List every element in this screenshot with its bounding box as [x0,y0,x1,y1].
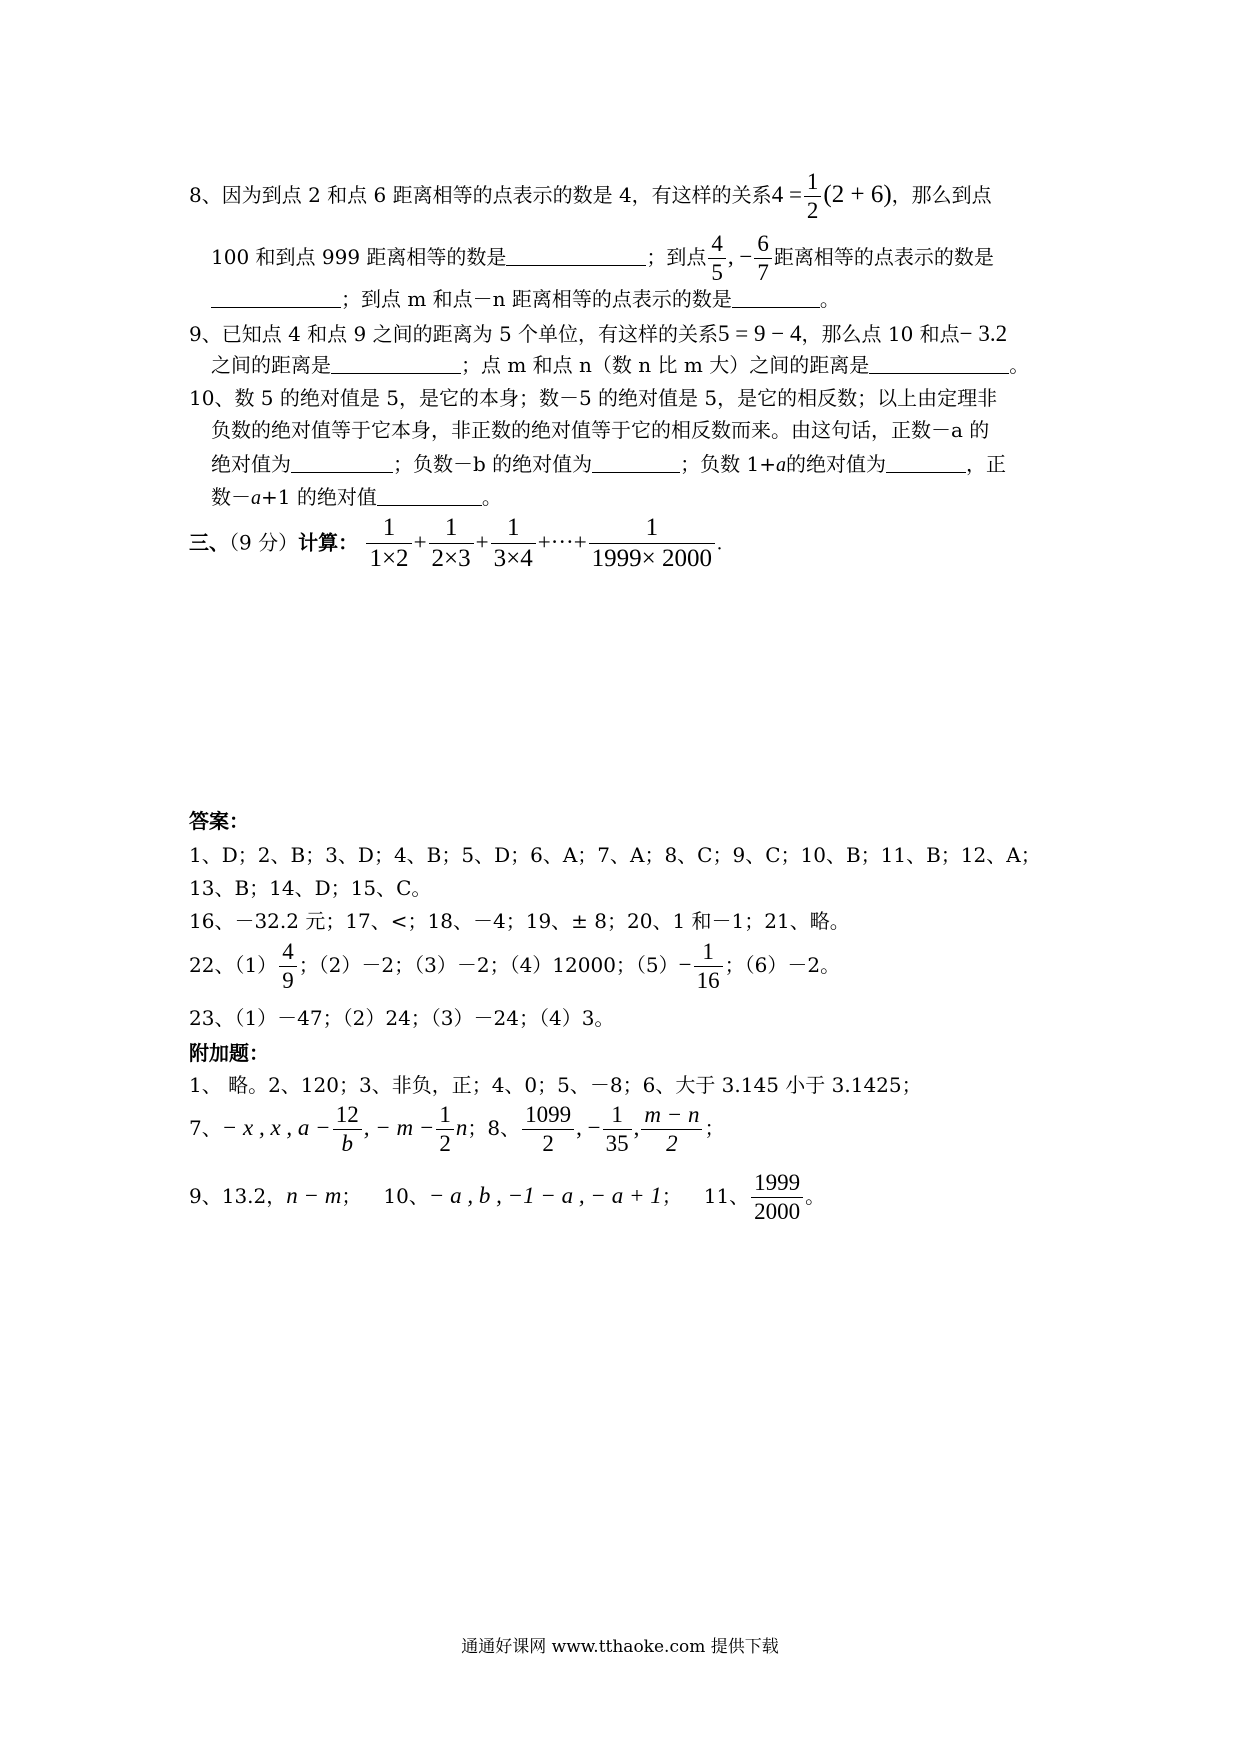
q8-text: 8、因为到点 2 和点 6 距离相等的点表示的数是 4，有这样的关系 [189,183,772,208]
frac-numerator: m − n [641,1103,702,1130]
section3-label: 三、 [189,530,229,555]
q8-equation-rhs: (2 + 6) [823,181,892,209]
q8-line-2 [211,232,994,285]
minus-sign: − [678,952,692,978]
q9-line-2 [211,355,1029,375]
q9-text: 9、已知点 4 和点 9 之间的距离为 5 个单位，有这样的关系 [189,322,719,346]
frac-denominator: 16 [696,968,720,994]
frac-denominator: b [341,1131,353,1157]
q8-fraction-6-7 [754,232,772,285]
answers-line-3: 16、－32.2 元；17、<；18、－4；19、± 8；20、1 和－1；21、略。 [189,909,850,933]
math-expression: − x , x , a − [221,1115,331,1141]
q8-line-3 [211,289,840,309]
q10-variable: a [776,454,787,476]
q9-line-1 [189,322,1007,345]
q8-text: ，那么到点 [891,183,992,208]
q10-line-1 [189,388,997,408]
extra-line-1: 1、 略。2、120；3、非负，正；4、0；5、－8；6、大于 3.145 小于 3.1425； [189,1073,922,1097]
frac-numerator: 1 [694,940,723,967]
answer-text: 10、 [383,1184,429,1209]
frac-denominator: 7 [757,260,769,286]
answer-text: 11、 [703,1184,750,1209]
extra-line-7 [189,1103,724,1156]
answer-text: 9、13.2， [189,1184,287,1209]
series-term [589,515,715,573]
answer-blank[interactable] [211,289,341,308]
q9-text: 。 [1009,353,1030,377]
math-expression: , − m − [363,1115,435,1141]
answer-fraction [751,1171,803,1224]
q10-line-2 [211,420,989,440]
answers-line-4 [189,940,840,993]
answer-text: 7、 [189,1116,222,1141]
series-term [491,515,536,573]
extra-line-9 [189,1171,825,1224]
answer-text: ；（2）－2；（3）－2；（4）12000；（5） [298,953,679,978]
frac-numerator: 4 [708,232,726,259]
frac-numerator: 1 [436,1103,454,1130]
section3-calculation [189,515,722,573]
q10-text: ；负数－b 的绝对值为 [393,452,593,476]
answer-text: 。 [805,1184,826,1209]
section3-score: （9 分） [229,530,299,555]
answer-text: 22、（1） [189,953,278,978]
frac-denominator: 1999× 2000 [591,545,713,573]
q9-equation: 5 = 9 − 4 [718,321,802,346]
comma: , [633,1115,640,1141]
q8-text: ；到点 m 和点－n 距离相等的点表示的数是 [341,287,732,311]
extra-heading: 附加题： [189,1041,269,1065]
math-expression: , − [576,1115,601,1141]
frac-denominator: 2 [666,1131,678,1157]
q8-line-1 [189,170,992,223]
frac-denominator: 2 [439,1131,451,1157]
q10-text: ；负数 1+ [680,452,777,476]
answer-text: ；（6）－2。 [724,953,841,978]
answer-blank[interactable] [886,454,966,473]
q8-text: 100 和到点 999 距离相等的数是 [211,245,507,270]
frac-numerator: 1099 [522,1103,574,1130]
ellipsis-plus: +···+ [537,529,587,555]
frac-numerator: 1 [429,515,474,544]
frac-numerator: 12 [333,1103,362,1130]
q8-text: 。 [819,287,840,311]
q8-fraction-4-5 [708,232,726,285]
series-term [366,515,411,573]
answer-fraction [522,1103,574,1156]
frac-numerator: 1 [603,1103,632,1130]
q10-text: 负数的绝对值等于它本身，非正数的绝对值等于它的相反数而来。由这句话，正数－a 的 [211,418,990,442]
q10-line-4 [211,487,502,508]
frac-denominator: 2 [806,198,819,224]
math-expression: n − m [286,1183,342,1209]
answer-blank[interactable] [331,355,461,374]
q8-equation-lhs: 4 = [771,182,802,208]
section3-calc-label: 计算： [298,530,359,555]
answer-fraction [279,940,297,993]
frac-denominator: 3×4 [493,545,533,573]
answers-line-2: 13、B；14、D；15、C。 [189,876,432,900]
q9-text: 之间的距离是 [211,353,331,377]
math-expression: n [455,1115,468,1141]
frac-numerator: 1 [366,515,411,544]
answers-line-1: 1、D；2、B；3、D；4、B；5、D；6、A；7、A；8、C；9、C；10、B；11、B；12、A； [189,843,1041,867]
frac-denominator: 9 [282,968,294,994]
q9-negative-value: − 3.2 [959,321,1008,346]
frac-denominator: 2×3 [431,545,471,573]
page-footer: 通通好课网 www.tthaoke.com 提供下载 [461,1637,779,1657]
answer-text: ； [661,1184,682,1209]
frac-denominator: 2000 [754,1199,801,1225]
q10-variable: a [251,487,261,509]
answers-heading: 答案： [189,809,249,833]
frac-denominator: 35 [605,1131,629,1157]
answer-text: ；8、 [467,1116,521,1141]
q8-half-fraction [804,170,822,223]
answer-fraction [436,1103,454,1156]
q10-text: 10、数 5 的绝对值是 5，是它的本身；数－5 的绝对值是 5，是它的相反数；以上由定理非 [189,386,998,410]
q10-text: ，正 [966,452,1007,476]
q10-text: 绝对值为 [211,452,291,476]
q10-line-3 [211,454,1006,475]
answer-blank[interactable] [291,454,393,473]
q8-text: 距离相等的点表示的数是 [773,245,994,270]
q8-separator: , − [727,244,753,270]
q8-text: ；到点 [646,245,707,270]
q10-text: 数－ [211,485,251,509]
q10-text: 的绝对值为 [786,452,887,476]
q10-text: 。 [481,485,502,509]
series-term [429,515,474,573]
frac-numerator: 1 [589,515,715,544]
frac-numerator: 4 [279,940,297,967]
frac-denominator: 2 [542,1131,554,1157]
answer-blank[interactable] [869,355,1009,374]
answer-text: ； [704,1116,725,1141]
math-expression: − a , b , −1 − a , − a + 1 [428,1183,662,1209]
frac-numerator: 1 [491,515,536,544]
answer-blank[interactable] [592,454,680,473]
answer-fraction [641,1103,702,1156]
answer-text: ； [341,1184,362,1209]
frac-denominator: 1×2 [369,545,409,573]
answer-fraction [603,1103,632,1156]
answer-fraction [694,940,723,993]
answer-blank[interactable] [732,289,820,308]
frac-numerator: 1 [804,170,822,197]
frac-numerator: 6 [754,232,772,259]
answers-line-5: 23、（1）－47；（2）24；（3）－24；（4）3。 [189,1006,615,1030]
plus-sign: + [475,529,489,555]
period: . [717,532,723,555]
frac-numerator: 1999 [751,1171,803,1198]
answer-blank[interactable] [506,247,646,266]
plus-sign: + [413,529,427,555]
q10-text: +1 的绝对值 [261,485,377,509]
frac-denominator: 5 [711,260,723,286]
q9-text: ，那么点 10 和点 [801,322,960,346]
q9-text: ；点 m 和点 n（数 n 比 m 大）之间的距离是 [461,353,870,377]
answer-blank[interactable] [377,487,482,506]
answer-fraction [333,1103,362,1156]
